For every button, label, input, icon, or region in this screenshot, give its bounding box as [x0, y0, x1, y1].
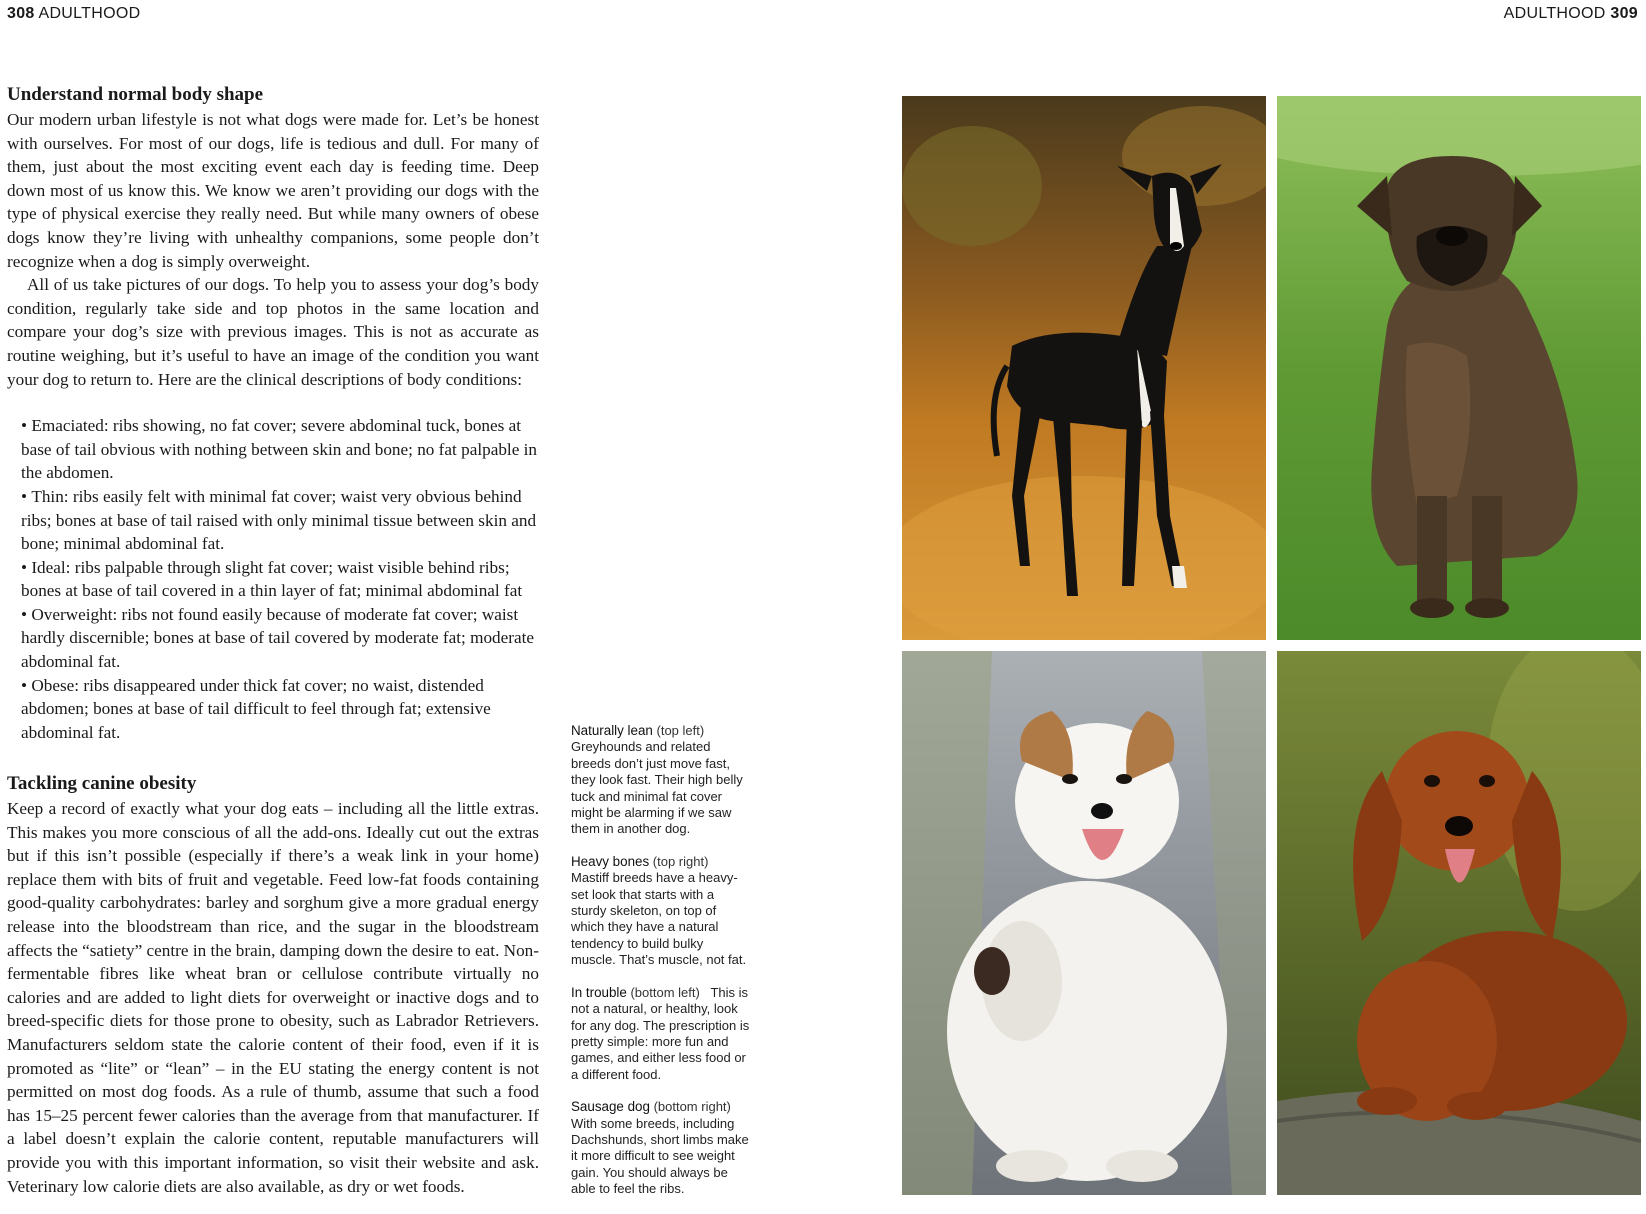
caption-text: Greyhounds and related breeds don’t just move fast, they look fast. Their high belly tuck and minimal fat cover might be alarming if we saw them in another dog.: [571, 739, 743, 837]
list-item-ideal: • Ideal: ribs palpable through slight fat cover; waist visible behind ribs; bones at base of tail covered in a thin layer of fat; minimal abdominal fat: [21, 556, 539, 603]
list-item-emaciated: • Emaciated: ribs showing, no fat cover; severe abdominal tuck, bones at base of tail obvious with nothing between skin and bone; no fat palpable in the abdomen.: [21, 414, 539, 485]
caption-text: This is not a natural, or healthy, look for any dog. The prescription is pretty simple: more fun and games, and either less food or a different food.: [571, 984, 750, 1082]
paragraph: Our modern urban lifestyle is not what dogs were made for. Let’s be honest with ourselves. For most of our dogs, life is tedious and dull. For many of them, just about the most exciting event each day is feeding time. Deep down most of us know this. We know we aren’t providing our dogs with the type of physical exercise they really need. But while many owners of obese dogs know they’re living with unhealthy companions, some people don’t recognize when a dog is simply overweight.: [7, 110, 539, 271]
section-body-shape: [7, 82, 539, 744]
photo-captions: [571, 723, 751, 1214]
photo-overweight-dog: [902, 651, 1266, 1195]
caption-text: With some breeds, including Dachshunds, short limbs make it more difficult to see weight gain. You should always be able to feel the ribs.: [571, 1115, 749, 1197]
caption-text: Mastiff breeds have a heavy-set look that starts with a sturdy skeleton, on top of which they have a natural tendency to build bulky muscle. That’s muscle, not fat.: [571, 870, 747, 968]
body-condition-list: [7, 414, 539, 744]
photo-dachshund: [1277, 651, 1641, 1195]
paragraph: Keep a record of exactly what your dog eats – including all the little extras. This makes you more conscious of all the add-ons. Ideally cut out the extras but if this isn’t possible (especially if there’s a weak link in your home) replace them with bits of fruit and vegetable. Feed low-fat foods containing good-quality carbohydrates: barley and sorghum give a more gradual energy release into the bloodstream than rice, and the sugar in the bloodstream affects the “satiety” centre in the brain, damping down the desire to eat. Non-fermentable fibres like wheat bran or cellulose contribute virtually no calories and are added to light diets for overweight or inactive dogs and to breed-specific diets for those prone to obesity, such as Labrador Retrievers. Manufacturers seldom state the calorie content of their food, even if it is promoted as “lite” or “lean” – in the EU stating the energy content is not permitted on most dog foods. As a rule of thumb, assume that such a food has 15–25 percent fewer calories than the average from that manufacturer. If a label doesn’t explain the calorie content, reputable manufacturers will provide you with this important information, so visit their website and ask. Veterinary low calorie diets are also available, as dry or wet foods.: [7, 799, 539, 1196]
page-header-right: [1504, 5, 1638, 23]
caption-title: Heavy bones: [571, 853, 650, 869]
list-item-thin: • Thin: ribs easily felt with minimal fat cover; waist very obvious behind ribs; bones at base of tail raised with only minimal tissue between skin and bone; minimal abdominal fat.: [21, 485, 539, 556]
heading-body-shape: Understand normal body shape: [7, 84, 264, 105]
caption-position: (bottom left): [630, 984, 700, 1000]
caption-position: (bottom right): [653, 1099, 731, 1115]
section-title-left: ADULTHOOD: [38, 5, 141, 22]
caption-bottom-left: [571, 985, 751, 1083]
caption-bottom-right: [571, 1099, 751, 1197]
caption-title: Naturally lean: [571, 723, 653, 738]
paragraph: All of us take pictures of our dogs. To help you to assess your dog’s body condition, regularly take side and top photos in the same location and compare your dog’s size with previous images. This is not as accurate as routine weighing, but it’s useful to have an image of the condition you want your dog to return to. Here are the clinical descriptions of body conditions:: [7, 275, 539, 389]
section-title-right: ADULTHOOD: [1503, 5, 1606, 22]
photo-greyhound: [902, 96, 1266, 640]
page-header-left: [7, 5, 140, 23]
page-number-left: 308: [7, 5, 35, 22]
caption-title: In trouble: [571, 984, 627, 1000]
list-item-obese: • Obese: ribs disappeared under thick fat cover; no waist, distended abdomen; bones at base of tail difficult to feel through fat; extensive abdominal fat.: [21, 674, 539, 745]
page-number-right: 309: [1610, 5, 1638, 22]
greyhound-illustration: [902, 96, 1266, 640]
overweight-dog-illustration: [902, 651, 1266, 1195]
list-item-overweight: • Overweight: ribs not found easily because of moderate fat cover; waist hardly discernible; bones at base of tail covered by moderate fat; moderate abdominal fat.: [21, 603, 539, 674]
caption-position: (top right): [652, 853, 709, 869]
photo-mastiff: [1277, 96, 1641, 640]
heading-obesity: Tackling canine obesity: [7, 773, 197, 794]
caption-top-left: [571, 723, 751, 838]
caption-top-right: [571, 854, 751, 969]
mastiff-illustration: [1277, 96, 1641, 640]
caption-position: (top left): [656, 723, 705, 738]
dachshund-illustration: [1277, 651, 1641, 1195]
section-obesity: [7, 771, 539, 1198]
caption-title: Sausage dog: [571, 1099, 650, 1115]
